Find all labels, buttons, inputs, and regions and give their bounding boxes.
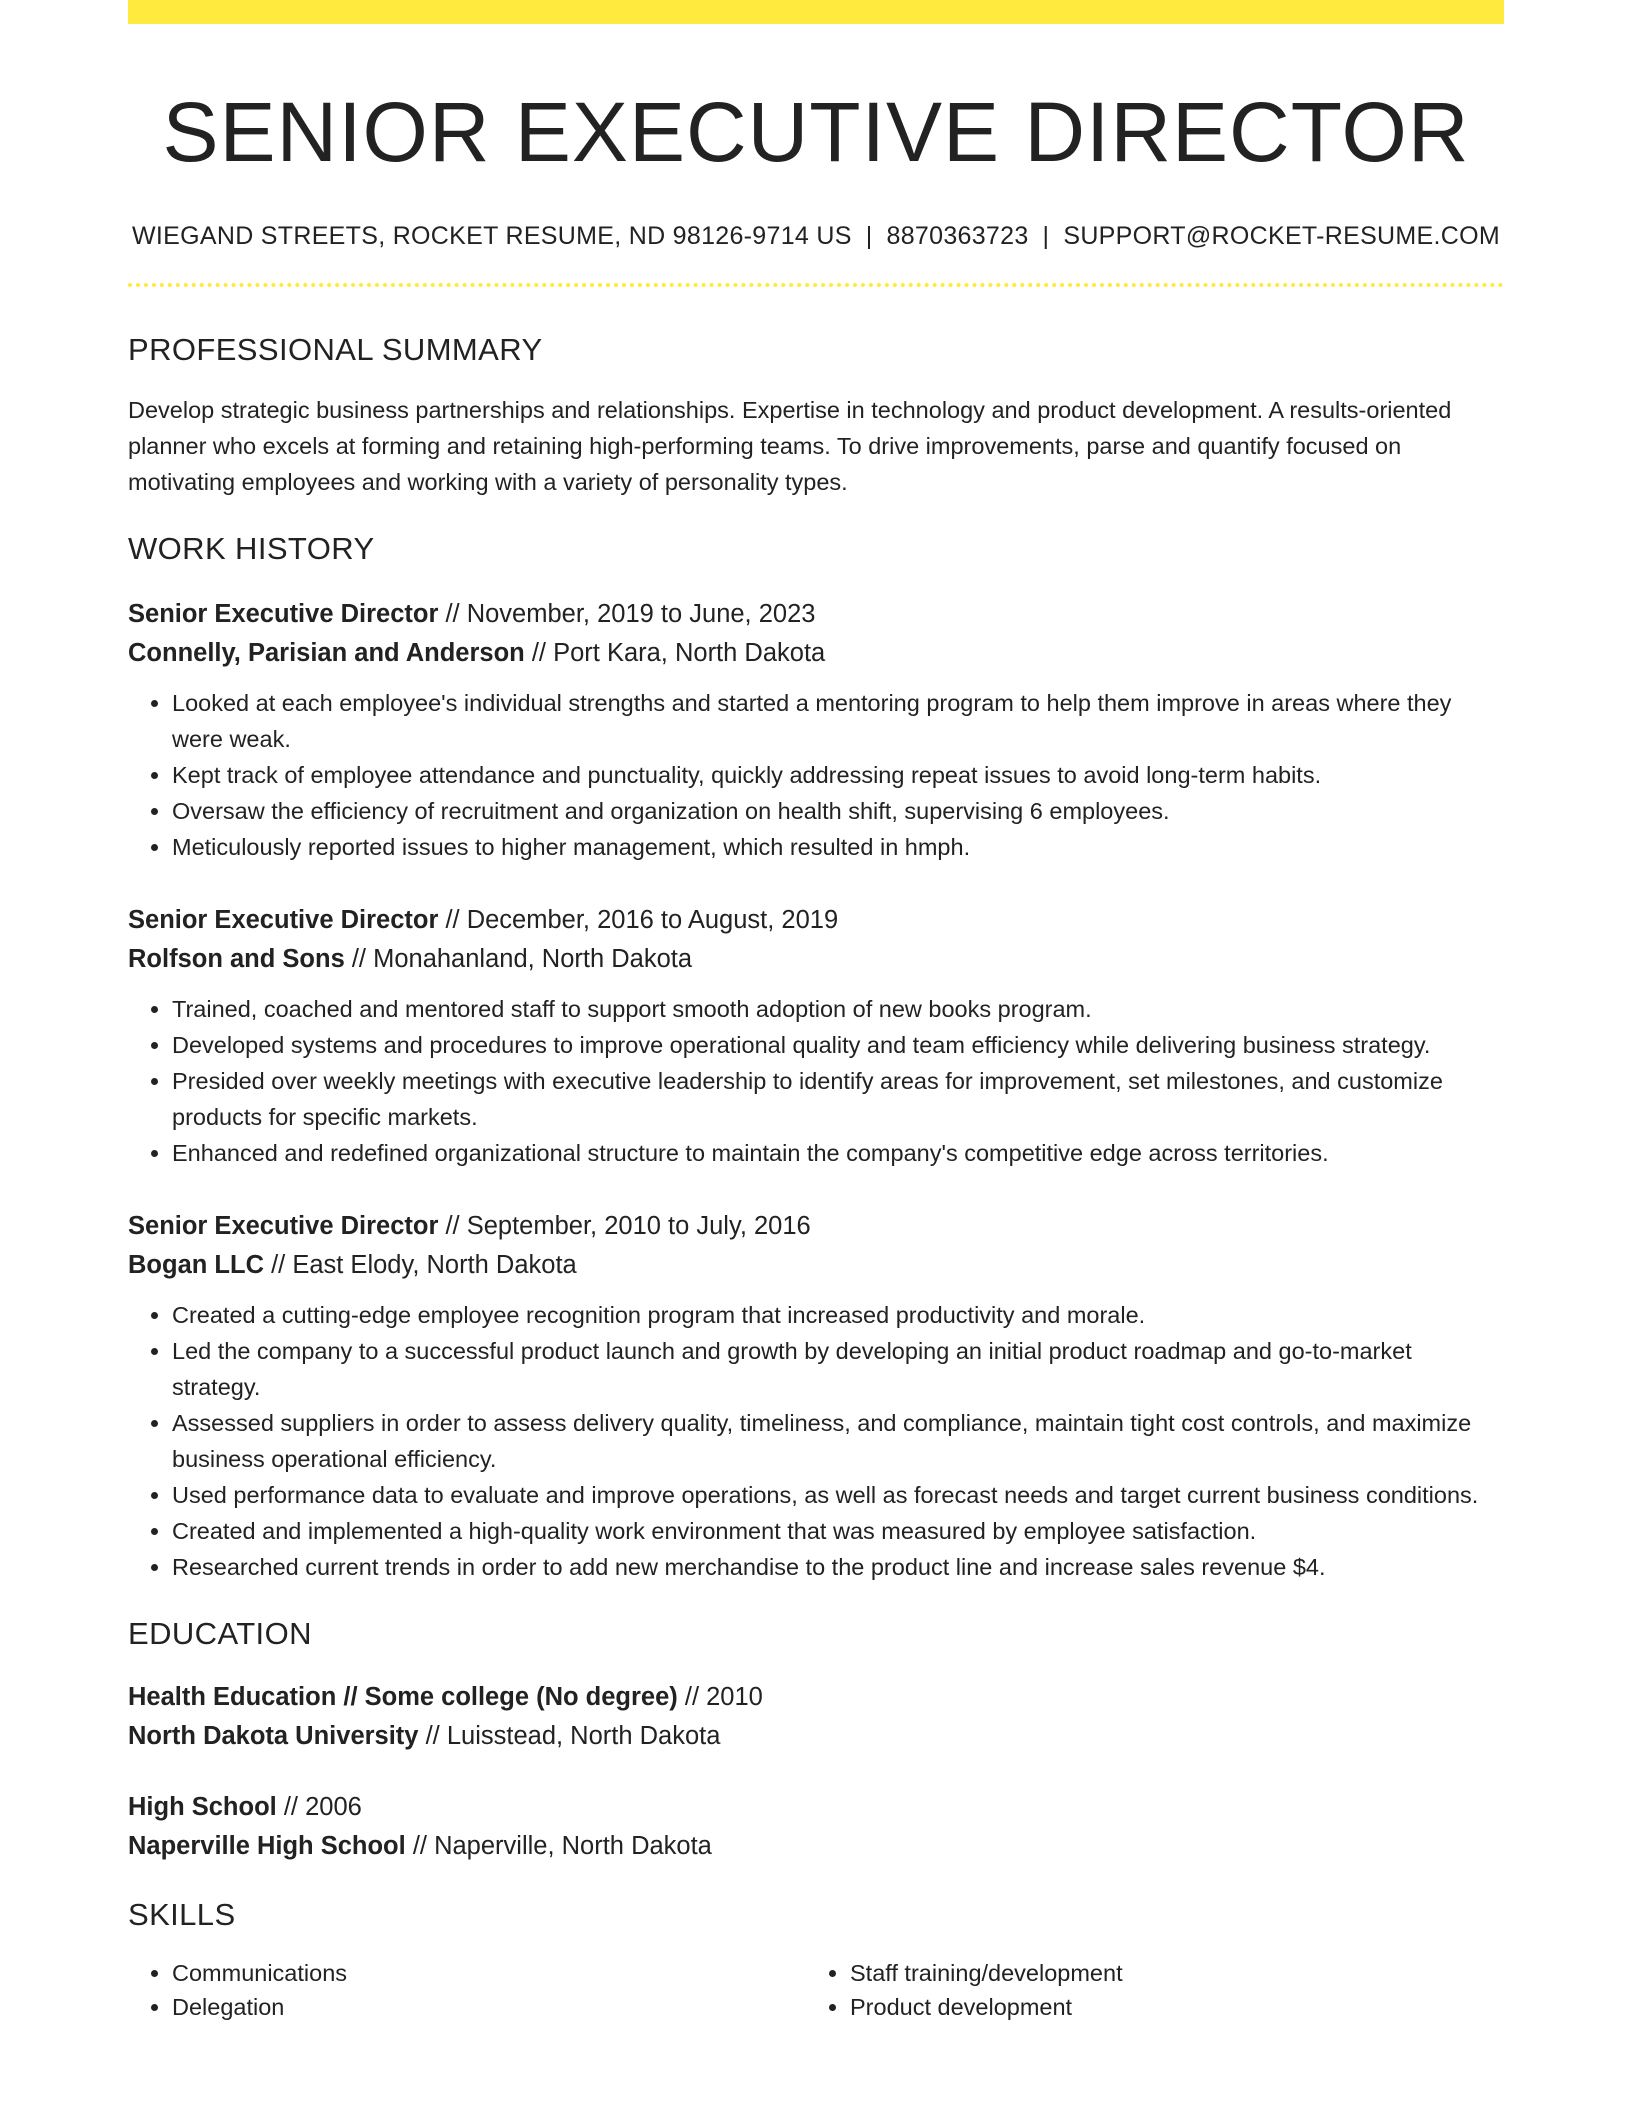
job-entry: [128, 1207, 1504, 1585]
education-degree: Health Education // Some college (No degree): [128, 1683, 678, 1712]
list-item: • Created and implemented a high-quality work environment that was measured by employee satisfaction.: [172, 1513, 1504, 1549]
dotted-divider: [128, 283, 1504, 287]
job-company-line: [128, 634, 1504, 673]
job-location: // Monahanland, North Dakota: [344, 945, 693, 974]
summary-text: Develop strategic business partnerships and relationships. Expertise in technology and product development. A results-oriented planner who excels at forming and retaining high-performing teams. To drive improvements, parse and quantify focused on motivating employees and working with a variety of personality types.: [128, 397, 1452, 496]
job-company: Connelly, Parisian and Anderson: [128, 639, 525, 668]
job-title: Senior Executive Director: [128, 600, 439, 629]
job-title-line: [128, 595, 1504, 634]
education-heading: EDUCATION: [128, 1616, 312, 1652]
list-item: • Meticulously reported issues to higher management, which resulted in hmph.: [172, 829, 1504, 865]
job-title: Senior Executive Director: [128, 906, 439, 935]
job-dates: // November, 2019 to June, 2023: [438, 600, 816, 629]
list-item: • Used performance data to evaluate and improve operations, as well as forecast needs and target current business conditions.: [172, 1477, 1504, 1513]
summary-heading: PROFESSIONAL SUMMARY: [128, 331, 543, 367]
education-entry: [128, 1788, 1504, 1866]
job-bullets: [128, 991, 1504, 1171]
job-entry: [128, 901, 1504, 1171]
list-item: • Kept track of employee attendance and punctuality, quickly addressing repeat issues to avoid long-term habits.: [172, 757, 1504, 793]
contact-email: SUPPORT@ROCKET-RESUME.COM: [1063, 222, 1500, 251]
contact-line: [128, 220, 1504, 253]
job-location: // East Elody, North Dakota: [263, 1251, 577, 1280]
job-dates: // December, 2016 to August, 2019: [438, 906, 839, 935]
education-school-line: [128, 1827, 1504, 1866]
education-location: // Naperville, North Dakota: [405, 1832, 712, 1861]
list-item: • Developed systems and procedures to improve operational quality and team efficiency while delivering business strategy.: [172, 1027, 1504, 1063]
page-title: SENIOR EXECUTIVE DIRECTOR: [162, 85, 1470, 179]
education-school: North Dakota University: [128, 1722, 419, 1751]
education-degree: High School: [128, 1793, 277, 1822]
skill-item: • Product development: [850, 1990, 1484, 2024]
education-year: // 2006: [276, 1793, 362, 1822]
education-year: // 2010: [677, 1683, 763, 1712]
skill-item: • Communications: [172, 1956, 806, 1990]
list-item: • Enhanced and redefined organizational structure to maintain the company's competitive edge across territories.: [172, 1135, 1504, 1171]
list-item: • Looked at each employee's individual strengths and started a mentoring program to help them improve in areas where they were weak.: [172, 685, 1504, 757]
list-item: • Led the company to a successful product launch and growth by developing an initial product roadmap and go-to-market strategy.: [172, 1333, 1504, 1405]
job-bullets: [128, 685, 1504, 865]
skills-heading: SKILLS: [128, 1897, 236, 1933]
list-item: • Oversaw the efficiency of recruitment and organization on health shift, supervising 6 employees.: [172, 793, 1504, 829]
job-company: Bogan LLC: [128, 1251, 264, 1280]
contact-separator: |: [865, 222, 873, 251]
accent-top-bar: [128, 0, 1504, 24]
education-degree-line: [128, 1788, 1504, 1827]
job-company-line: [128, 940, 1504, 979]
contact-phone: 8870363723: [886, 222, 1029, 251]
resume-page: [128, 0, 1504, 2024]
list-item: • Trained, coached and mentored staff to support smooth adoption of new books program.: [172, 991, 1504, 1027]
job-entry: [128, 595, 1504, 865]
job-title: Senior Executive Director: [128, 1212, 439, 1241]
list-item: • Presided over weekly meetings with executive leadership to identify areas for improvement, set milestones, and customize products for specific markets.: [172, 1063, 1504, 1135]
job-title-line: [128, 901, 1504, 940]
education-entry: [128, 1678, 1504, 1756]
job-company: Rolfson and Sons: [128, 945, 345, 974]
education-school-line: [128, 1717, 1504, 1756]
list-item: • Researched current trends in order to add new merchandise to the product line and increase sales revenue $4.: [172, 1549, 1504, 1585]
job-location: // Port Kara, North Dakota: [524, 639, 826, 668]
education-school: Naperville High School: [128, 1832, 406, 1861]
list-item: • Assessed suppliers in order to assess delivery quality, timeliness, and compliance, maintain tight cost controls, and maximize business operational efficiency.: [172, 1405, 1504, 1477]
education-degree-line: [128, 1678, 1504, 1717]
skills-column-left: [128, 1956, 806, 2024]
skills-column-right: [806, 1956, 1484, 2024]
job-company-line: [128, 1246, 1504, 1285]
contact-separator: |: [1042, 222, 1050, 251]
skill-item: • Delegation: [172, 1990, 806, 2024]
contact-address: WIEGAND STREETS, ROCKET RESUME, ND 98126-9714 US: [132, 222, 852, 251]
work-history-heading: WORK HISTORY: [128, 531, 375, 567]
job-title-line: [128, 1207, 1504, 1246]
skills-list: [128, 1956, 1504, 2024]
job-bullets: [128, 1297, 1504, 1585]
list-item: • Created a cutting-edge employee recognition program that increased productivity and morale.: [172, 1297, 1504, 1333]
education-location: // Luisstead, North Dakota: [418, 1722, 721, 1751]
skill-item: • Staff training/development: [850, 1956, 1484, 1990]
job-dates: // September, 2010 to July, 2016: [438, 1212, 811, 1241]
